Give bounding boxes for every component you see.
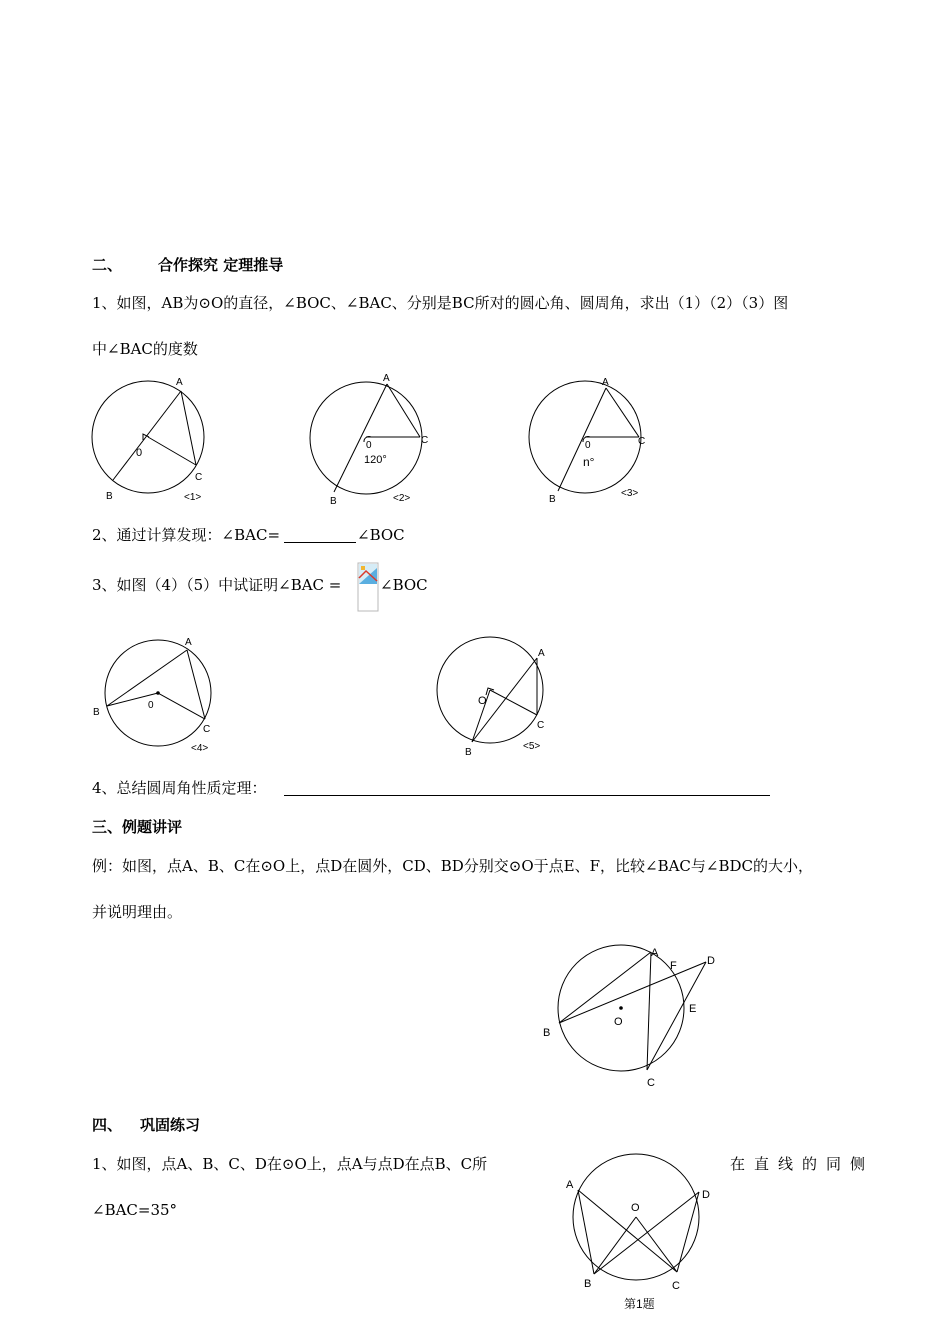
fig3-label-o: 0 [585,440,591,451]
fig4-center-dot [156,691,160,695]
fig2-label-o: 0 [366,440,372,451]
example-text-line1: 例：如图，点A、B、C在⊙O上，点D在圆外，CD、BD分别交⊙O于点E、F，比较∠BAC与∠BDC的大小， [92,857,813,875]
fig4-label-a: A [185,637,192,648]
q4-answer-blank[interactable] [284,795,770,796]
q4-text: 4、总结圆周角性质定理： [92,779,267,797]
fig1-label-a: A [176,377,183,388]
fig3-angle: n° [583,455,595,469]
example-label-c: C [647,1077,655,1089]
example-figure [558,945,706,1071]
q1-text-line1: 1、如图，AB为⊙O的直径，∠BOC、∠BAC、分别是BC所对的圆心角、圆周角，求出（1）（2）（3）图 [92,294,789,312]
example-label-b: B [543,1027,551,1039]
figure-2 [310,382,422,494]
fig3-label-a: A [602,377,609,388]
section3-title: 三、例题讲评 [92,818,183,836]
fig5-label-c: C [537,720,545,731]
practice-label-a: A [566,1179,574,1191]
fig4-label-c: C [203,724,211,735]
fig2-label-a: A [383,373,390,384]
fig5-tag: <5> [523,741,541,752]
section2-number: 二、 [92,256,123,274]
fig3-label-c: C [638,436,646,447]
fig3-tag: <3> [621,488,639,499]
equation-image-icon [358,563,378,611]
fig4-label-b: B [93,707,100,718]
fig1-tag: <1> [184,492,202,503]
figure-3 [529,381,641,493]
q1-text-line2: 中∠BAC的度数 [92,340,198,358]
fig2-tag: <2> [393,493,411,504]
fig4-tag: <4> [191,743,209,754]
fig1-label-b: B [106,491,113,502]
example-center-dot [619,1006,623,1010]
practice-label-d: D [702,1189,710,1201]
fig2-angle: 120° [364,454,387,466]
practice-label-o: O [631,1202,640,1214]
section4-number: 四、 [92,1116,123,1134]
practice-figure [573,1154,699,1280]
practice-caption: 第1题 [624,1297,655,1311]
example-label-e: E [689,1003,697,1015]
fig4-label-o: 0 [148,700,154,711]
q2-text-suffix: ∠BOC [357,526,405,544]
fig5-label-o: O [478,695,487,707]
practice-q1-line2: ∠BAC=35° [92,1201,178,1219]
practice-q1-right: 在直线的同侧 [730,1155,875,1173]
example-label-a: A [651,947,659,959]
fig5-label-b: B [465,747,472,758]
practice-q1-line1: 1、如图，点A、B、C、D在⊙O上，点A与点D在点B、C所 [92,1155,488,1173]
example-label-o: O [614,1016,623,1028]
example-text-line2: 并说明理由。 [92,903,183,921]
figure-1 [92,381,204,493]
fig2-label-b: B [330,496,337,507]
example-label-f: F [670,960,677,972]
q2-answer-blank[interactable] [284,542,356,543]
section4-title: 巩固练习 [140,1116,201,1134]
fig5-label-a: A [538,648,545,659]
figure-5 [437,637,543,743]
q2-text-prefix: 2、通过计算发现：∠BAC= [92,526,281,544]
practice-label-c: C [672,1280,680,1292]
fig2-label-c: C [421,435,429,446]
section2-title: 合作探究 定理推导 [158,256,284,274]
q3-text-prefix: 3、如图（4）（5）中试证明∠BAC = [92,576,342,594]
fig1-label-o: 0 [136,447,143,459]
practice-label-b: B [584,1278,592,1290]
example-label-d: D [707,955,715,967]
fig1-label-c: C [195,472,203,483]
q3-text-suffix: ∠BOC [380,576,428,594]
fig3-label-b: B [549,494,556,505]
